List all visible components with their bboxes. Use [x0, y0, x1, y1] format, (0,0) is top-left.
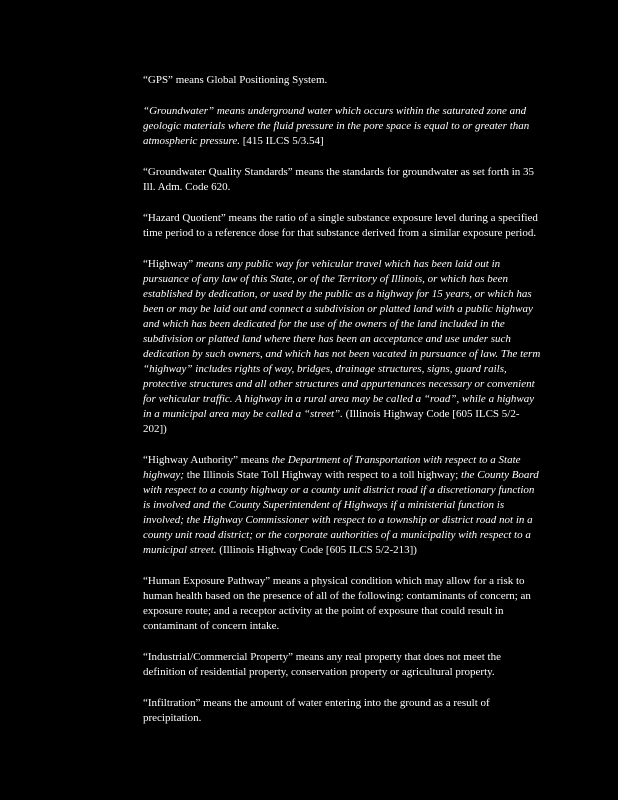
definition-text: “Highway”: [143, 258, 194, 270]
definition-paragraph: [143, 104, 543, 149]
definition-paragraph: [143, 257, 543, 437]
definition-paragraph: [143, 211, 543, 241]
definition-text: “Industrial/Commercial Property” means any real property that does not meet the definition of residential property, conservation property or agricultural property.: [143, 651, 501, 678]
definition-text: (Illinois Highway Code [605 ILCS 5/2-213]): [216, 544, 417, 556]
definition-text: “Human Exposure Pathway” means a physical condition which may allow for a risk to human health based on the presence of all of the following: contaminants of concern; an exposure route; and a receptor activity at the point of exposure that could result in contaminant of concern intake.: [143, 575, 531, 632]
definition-text: “Hazard Quotient” means the ratio of a single substance exposure level during a specified time period to a reference dose for that substance derived from a similar exposure period.: [143, 212, 538, 239]
definition-text: “Groundwater Quality Standards” means the standards for groundwater as set forth in 35 Ill. Adm. Code 620.: [143, 166, 534, 193]
definition-paragraph: [143, 73, 543, 88]
definition-paragraph: [143, 165, 543, 195]
definition-paragraph: [143, 650, 543, 680]
definitions-list: [143, 73, 543, 726]
definition-paragraph: [143, 574, 543, 634]
definition-text-italic: the County Board with respect to a county highway or a county unit district road if a discretionary function is involved and the County Superintendent of Highways if a ministerial function is involved; the Highway Commissioner with respect to a township or district road not in a county unit road district; or the corporate authorities of a municipality with respect to a municipal street.: [143, 469, 539, 556]
definition-text-italic: means any public way for vehicular travel which has been laid out in pursuance of any law of this State, or of the Territory of Illinois, or which has been established by dedication, or used by the public as a highway for 15 years, or which has been or may be laid out and connect a subdivision or platted land with a public highway and which has been dedicated for the use of the owners of the land included in the subdivision or platted land where there has been an acceptance and use under such dedication by such owners, and which has not been vacated in pursuance of law. The term “highway” includes rights of way, bridges, drainage structures, signs, guard rails, protective structures and all other structures and appurtenances necessary or convenient for vehicular traffic. A highway in a rural area may be called a “road”, while a highway in a municipal area may be called a “street”.: [143, 258, 541, 420]
definition-text: “Infiltration” means the amount of water entering into the ground as a result of precipitation.: [143, 697, 490, 724]
definition-text-italic: the Department of Transportation with respect to a State highway;: [143, 454, 521, 481]
definition-text: “Highway Authority” means: [143, 454, 272, 466]
definition-text: (Illinois Highway Code [605 ILCS 5/2-202]): [143, 408, 520, 435]
definition-text-italic: “Groundwater” means underground water which occurs within the saturated zone and geologic materials where the fluid pressure in the pore space is equal to or greater than atmospheric pressure.: [143, 105, 530, 147]
definition-text: “GPS” means Global Positioning System.: [143, 74, 328, 86]
definition-text: the Illinois State Toll Highway with respect to a toll highway;: [183, 469, 459, 481]
definition-paragraph: [143, 453, 543, 558]
definition-paragraph: [143, 696, 543, 726]
definition-text: [415 ILCS 5/3.54]: [239, 135, 324, 147]
